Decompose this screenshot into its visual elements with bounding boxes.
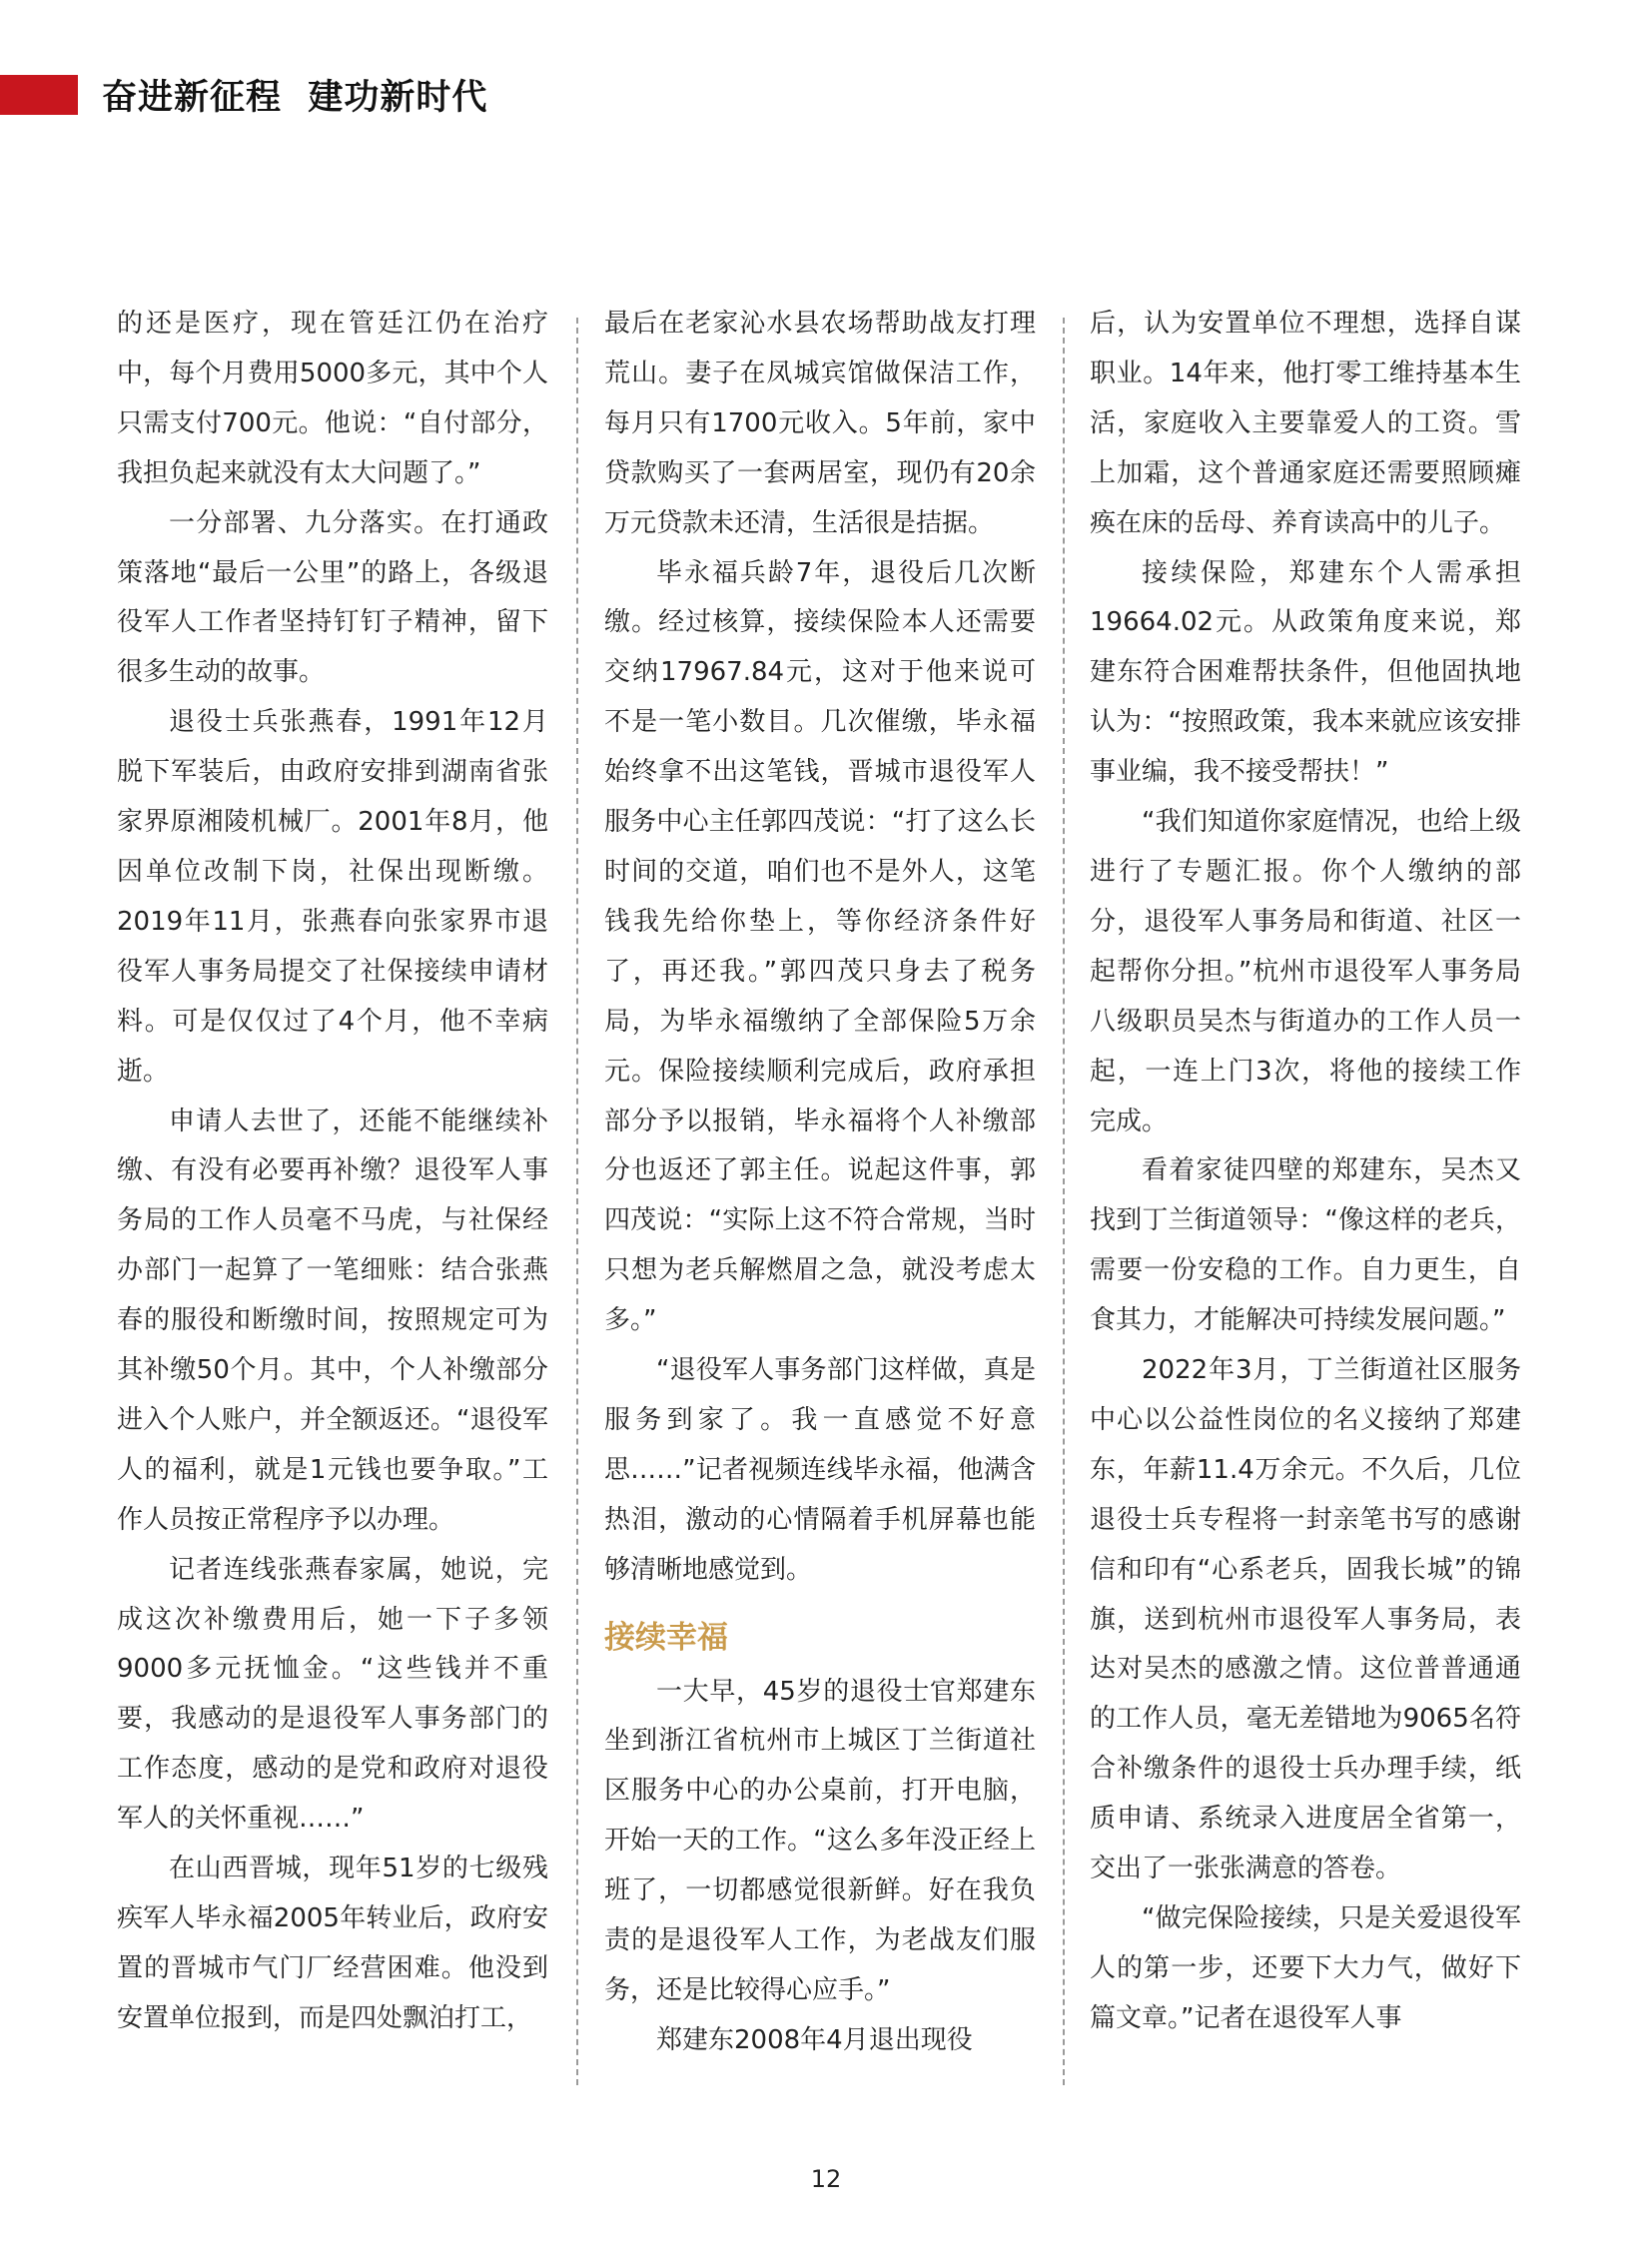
column-divider	[576, 318, 578, 2085]
paragraph: 2022年3月，丁兰街道社区服务中心以公益性岗位的名义接纳了郑建东，年薪11.4万余元。不久后，几位退役士兵专程将一封亲笔书写的感谢信和印有“心系老兵，固我长城”的锦旗，送到杭州市退役军人事务局，表达对吴杰的感激之情。这位普普通通的工作人员，毫无差错地为9065名符合补缴条件的退役士兵办理手续，纸质申请、系统录入进度居全省第一，交出了一张张满意的答卷。	[1090, 1355, 1521, 1884]
paragraph: 的还是医疗，现在管廷江仍在治疗中，每个月费用5000多元，其中个人只需支付700元。他说：“自付部分，我担负起来就没有太大问题了。”	[117, 309, 548, 488]
paragraph: 一大早，45岁的退役士官郑建东坐到浙江省杭州市上城区丁兰街道社区服务中心的办公桌前，打开电脑，开始一天的工作。“这么多年没正经上班了，一切都感觉很新鲜。好在我负责的是退役军人工作，为老战友们服务，还是比较得心应手。”	[604, 1676, 1036, 2005]
paragraph: 最后在老家沁水县农场帮助战友打理荒山。妻子在凤城宾馆做保洁工作，每月只有1700元收入。5年前，家中贷款购买了一套两居室，现仍有20余万元贷款未还清，生活很是拮据。	[604, 309, 1036, 538]
article-column-1	[117, 300, 548, 2044]
paragraph: 郑建东2008年4月退出现役	[656, 2024, 973, 2055]
paragraph: “做完保险接续，只是关爱退役军人的第一步，还要下大力气，做好下篇文章。”记者在退役军人事	[1090, 1903, 1521, 2033]
article-column-2	[604, 300, 1036, 2066]
section-heading: 接续幸福	[604, 1619, 728, 1656]
paragraph: 退役士兵张燕春，1991年12月脱下军装后，由政府安排到湖南省张家界原湘陵机械厂。2001年8月，他因单位改制下岗，社保出现断缴。2019年11月，张燕春向张家界市退役军人事务局提交了社保接续申请材料。可是仅仅过了4个月，他不幸病逝。	[117, 707, 548, 1087]
paragraph: 在山西晋城，现年51岁的七级残疾军人毕永福2005年转业后，政府安置的晋城市气门厂经营困难。他没到安置单位报到，而是四处飘泊打工，	[117, 1854, 548, 2033]
paragraph: “我们知道你家庭情况，也给上级进行了专题汇报。你个人缴纳的部分，退役军人事务局和街道、社区一起帮你分担。”杭州市退役军人事务局八级职员吴杰与街道办的工作人员一起，一连上门3次，将他的接续工作完成。	[1090, 807, 1521, 1136]
page-number: 12	[810, 2165, 842, 2193]
page-header-title: 奋进新征程 建功新时代	[102, 78, 488, 118]
paragraph: 接续保险，郑建东个人需承担19664.02元。从政策角度来说，郑建东符合困难帮扶条件，但他固执地认为：“按照政策，我本来就应该安排事业编，我不接受帮扶！”	[1090, 557, 1521, 788]
article-column-3	[1090, 300, 1521, 2044]
paragraph: 一分部署、九分落实。在打通政策落地“最后一公里”的路上，各级退役军人工作者坚持钉钉子精神，留下很多生动的故事。	[117, 507, 548, 688]
header-accent-bar	[0, 75, 78, 115]
paragraph: 毕永福兵龄7年，退役后几次断缴。经过核算，接续保险本人还需要交纳17967.84元，这对于他来说可不是一笔小数目。几次催缴，毕永福始终拿不出这笔钱，晋城市退役军人服务中心主任郭四茂说：“打了这么长时间的交道，咱们也不是外人，这笔钱我先给你垫上，等你经济条件好了，再还我。”郭四茂只身去了税务局，为毕永福缴纳了全部保险5万余元。保险接续顺利完成后，政府承担部分予以报销，毕永福将个人补缴部分也返还了郭主任。说起这件事，郭四茂说：“实际上这不符合常规，当时只想为老兵解燃眉之急，就没考虑太多。”	[604, 557, 1036, 1336]
column-divider	[1063, 318, 1065, 2085]
paragraph: “退役军人事务部门这样做，真是服务到家了。我一直感觉不好意思……”记者视频连线毕永福，他满含热泪，激动的心情隔着手机屏幕也能够清晰地感觉到。	[604, 1355, 1036, 1585]
paragraph: 后，认为安置单位不理想，选择自谋职业。14年来，他打零工维持基本生活，家庭收入主要靠爱人的工资。雪上加霜，这个普通家庭还需要照顾瘫痪在床的岳母、养育读高中的儿子。	[1090, 309, 1521, 538]
paragraph: 记者连线张燕春家属，她说，完成这次补缴费用后，她一下子多领9000多元抚恤金。“这些钱并不重要，我感动的是退役军人事务部门的工作态度，感动的是党和政府对退役军人的关怀重视……”	[117, 1554, 548, 1835]
paragraph: 看着家徒四壁的郑建东，吴杰又找到丁兰街道领导：“像这样的老兵，需要一份安稳的工作。自力更生，自食其力，才能解决可持续发展问题。”	[1090, 1155, 1521, 1336]
paragraph: 申请人去世了，还能不能继续补缴、有没有必要再补缴？退役军人事务局的工作人员毫不马虎，与社保经办部门一起算了一笔细账：结合张燕春的服役和断缴时间，按照规定可为其补缴50个月。其中，个人补缴部分进入个人账户，并全额返还。“退役军人的福利，就是1元钱也要争取。”工作人员按正常程序予以办理。	[117, 1106, 548, 1535]
